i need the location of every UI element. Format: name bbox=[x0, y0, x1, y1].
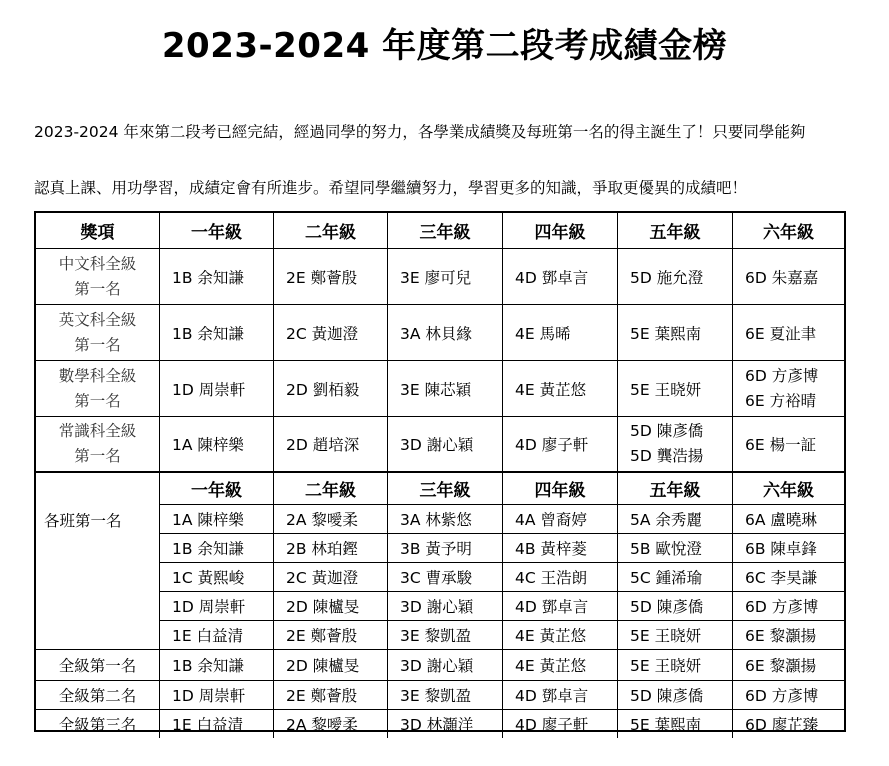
subject-award-label-line-2: 第一名 bbox=[74, 391, 121, 410]
subject-winner-cell: 2D 劉栢毅 bbox=[274, 361, 388, 417]
subject-winner-cell: 4D 廖子軒 bbox=[503, 417, 618, 473]
overall-rank-cell: 2A 黎噯柔 bbox=[274, 710, 388, 738]
subject-award-label-line-1: 數學科全級 bbox=[58, 366, 137, 385]
overall-rank-cell: 6D 方彥博 bbox=[733, 681, 844, 710]
subject-award-label-line-2: 第一名 bbox=[74, 279, 121, 298]
subject-winner-cell: 2C 黃迦澄 bbox=[274, 305, 388, 361]
class-top-cell: 1A 陳梓樂 bbox=[160, 505, 274, 534]
overall-rank-cell: 5E 王晓妍 bbox=[618, 650, 733, 681]
class-top-cell: 4A 曾裔婷 bbox=[503, 505, 618, 534]
subject-winner-cell: 1D 周崇軒 bbox=[160, 361, 274, 417]
class-top-cell: 2E 鄭薈殷 bbox=[274, 621, 388, 650]
header-grade-5: 五年級 bbox=[618, 213, 733, 249]
class-top-cell: 1E 白益清 bbox=[160, 621, 274, 650]
subject-award-label bbox=[36, 417, 160, 473]
overall-rank-cell: 2E 鄭薈殷 bbox=[274, 681, 388, 710]
subject-winner-cell-line-2: 6E 方裕晴 bbox=[745, 391, 817, 410]
overall-rank-cell: 4E 黃芷悠 bbox=[503, 650, 618, 681]
subject-winner-cell: 6E 楊一証 bbox=[733, 417, 844, 473]
subject-winner-cell bbox=[733, 361, 844, 417]
header-grade-3: 三年級 bbox=[388, 213, 503, 249]
class-top-empty bbox=[36, 621, 160, 650]
subject-winner-cell: 2D 趙培深 bbox=[274, 417, 388, 473]
subject-winner-cell: 5E 王晓妍 bbox=[618, 361, 733, 417]
subject-winner-cell-line-1: 6D 方彥博 bbox=[745, 366, 819, 385]
class-top-cell: 4D 鄧卓言 bbox=[503, 592, 618, 621]
intro-line-2: 認真上課、用功學習，成績定會有所進步。希望同學繼續努力，學習更多的知識，爭取更優異的成績吧！ bbox=[34, 179, 748, 197]
class-top-label: 各班第一名 bbox=[36, 505, 160, 534]
class-top-cell: 4E 黃芷悠 bbox=[503, 621, 618, 650]
subject-award-label-line-1: 常識科全級 bbox=[58, 422, 137, 441]
overall-rank-cell: 3D 林灝洋 bbox=[388, 710, 503, 738]
class-top-empty bbox=[36, 534, 160, 563]
class-top-cell: 2C 黃迦澄 bbox=[274, 563, 388, 592]
results-table bbox=[34, 211, 846, 732]
class-top-empty bbox=[36, 592, 160, 621]
class-header-grade-4: 四年級 bbox=[503, 473, 618, 505]
class-top-cell: 3D 謝心穎 bbox=[388, 592, 503, 621]
class-header-grade-1: 一年級 bbox=[160, 473, 274, 505]
class-top-cell: 6C 李昊謙 bbox=[733, 563, 844, 592]
subject-winner-cell: 3A 林貝緣 bbox=[388, 305, 503, 361]
subject-winner-cell-line-1: 5D 陳彥僑 bbox=[630, 422, 704, 441]
class-top-cell: 5B 歐悅澄 bbox=[618, 534, 733, 563]
overall-rank-label: 全級第二名 bbox=[36, 681, 160, 710]
subject-award-label bbox=[36, 249, 160, 305]
class-top-cell: 6A 盧曉琳 bbox=[733, 505, 844, 534]
subject-award-label-line-2: 第一名 bbox=[74, 335, 121, 354]
class-top-cell: 1D 周崇軒 bbox=[160, 592, 274, 621]
class-top-cell: 5D 陳彥僑 bbox=[618, 592, 733, 621]
class-header-grade-3: 三年級 bbox=[388, 473, 503, 505]
class-top-cell: 4B 黃梓菱 bbox=[503, 534, 618, 563]
class-top-cell: 3C 曹承駿 bbox=[388, 563, 503, 592]
header-grade-6: 六年級 bbox=[733, 213, 844, 249]
subject-winner-cell: 6E 夏沚聿 bbox=[733, 305, 844, 361]
overall-rank-cell: 6E 黎灝揚 bbox=[733, 650, 844, 681]
class-top-empty bbox=[36, 563, 160, 592]
class-top-cell: 1C 黃熙峻 bbox=[160, 563, 274, 592]
subject-winner-cell: 4E 黃芷悠 bbox=[503, 361, 618, 417]
overall-rank-cell: 1B 余知謙 bbox=[160, 650, 274, 681]
intro-line-1: 2023-2024 年來第二段考已經完結，經過同學的努力，各學業成績獎及每班第一名的得主誕生了！只要同學能夠 bbox=[34, 123, 806, 141]
class-top-cell: 4C 王浩朗 bbox=[503, 563, 618, 592]
overall-rank-cell: 1E 白益清 bbox=[160, 710, 274, 738]
class-header-grade-6: 六年級 bbox=[733, 473, 844, 505]
class-top-cell: 2A 黎噯柔 bbox=[274, 505, 388, 534]
class-header-grade-5: 五年級 bbox=[618, 473, 733, 505]
subject-winner-cell: 1B 余知謙 bbox=[160, 305, 274, 361]
subject-winner-cell: 3E 陳芯穎 bbox=[388, 361, 503, 417]
class-top-cell: 6E 黎灝揚 bbox=[733, 621, 844, 650]
overall-rank-cell: 4D 鄧卓言 bbox=[503, 681, 618, 710]
subject-winner-cell: 3D 謝心穎 bbox=[388, 417, 503, 473]
subject-winner-cell-line-2: 5D 龔浩揚 bbox=[630, 447, 704, 465]
class-top-cell: 2B 林珀鏗 bbox=[274, 534, 388, 563]
header-grade-2: 二年級 bbox=[274, 213, 388, 249]
header-award: 獎項 bbox=[36, 213, 160, 249]
overall-rank-cell: 3D 謝心穎 bbox=[388, 650, 503, 681]
class-header-grade-2: 二年級 bbox=[274, 473, 388, 505]
subject-winner-cell: 1A 陳梓樂 bbox=[160, 417, 274, 473]
page-title: 2023-2024 年度第二段考成績金榜 bbox=[161, 26, 728, 66]
class-top-cell: 5A 余秀麗 bbox=[618, 505, 733, 534]
subject-winner-cell: 6D 朱嘉嘉 bbox=[733, 249, 844, 305]
subject-award-label bbox=[36, 305, 160, 361]
class-top-cell: 6D 方彥博 bbox=[733, 592, 844, 621]
subject-award-label bbox=[36, 361, 160, 417]
class-header-label bbox=[36, 473, 160, 505]
subject-award-label-line-1: 英文科全級 bbox=[58, 310, 137, 329]
class-top-cell: 2D 陳櫨旻 bbox=[274, 592, 388, 621]
overall-rank-label: 全級第三名 bbox=[36, 710, 160, 738]
subject-winner-cell: 5D 施允澄 bbox=[618, 249, 733, 305]
header-grade-1: 一年級 bbox=[160, 213, 274, 249]
overall-rank-cell: 3E 黎凱盈 bbox=[388, 681, 503, 710]
subject-winner-cell bbox=[618, 417, 733, 473]
overall-rank-cell: 5D 陳彥僑 bbox=[618, 681, 733, 710]
class-top-cell: 3A 林紫悠 bbox=[388, 505, 503, 534]
class-top-cell: 1B 余知謙 bbox=[160, 534, 274, 563]
overall-rank-cell: 6D 廖芷臻 bbox=[745, 716, 819, 734]
class-top-cell: 5E 王晓妍 bbox=[618, 621, 733, 650]
overall-rank-label: 全級第一名 bbox=[36, 650, 160, 681]
overall-rank-cell: 1D 周崇軒 bbox=[160, 681, 274, 710]
subject-winner-cell: 3E 廖可兒 bbox=[388, 249, 503, 305]
class-top-cell: 3B 黃予明 bbox=[388, 534, 503, 563]
class-top-cell: 5C 鍾浠瑜 bbox=[618, 563, 733, 592]
overall-rank-cell: 4D 廖子軒 bbox=[503, 710, 618, 738]
class-top-cell: 3E 黎凱盈 bbox=[388, 621, 503, 650]
subject-winner-cell: 1B 余知謙 bbox=[160, 249, 274, 305]
subject-winner-cell: 2E 鄭薈殷 bbox=[274, 249, 388, 305]
subject-winner-cell: 4D 鄧卓言 bbox=[503, 249, 618, 305]
subject-award-label-line-2: 第一名 bbox=[74, 447, 121, 465]
class-top-cell: 6B 陳卓鋒 bbox=[733, 534, 844, 563]
subject-winner-cell: 5E 葉熙南 bbox=[618, 305, 733, 361]
subject-award-label-line-1: 中文科全級 bbox=[58, 254, 137, 273]
header-grade-4: 四年級 bbox=[503, 213, 618, 249]
overall-rank-cell: 2D 陳櫨旻 bbox=[274, 650, 388, 681]
subject-winner-cell: 4E 馬晞 bbox=[503, 305, 618, 361]
overall-rank-cell: 5E 葉熙南 bbox=[618, 710, 733, 738]
